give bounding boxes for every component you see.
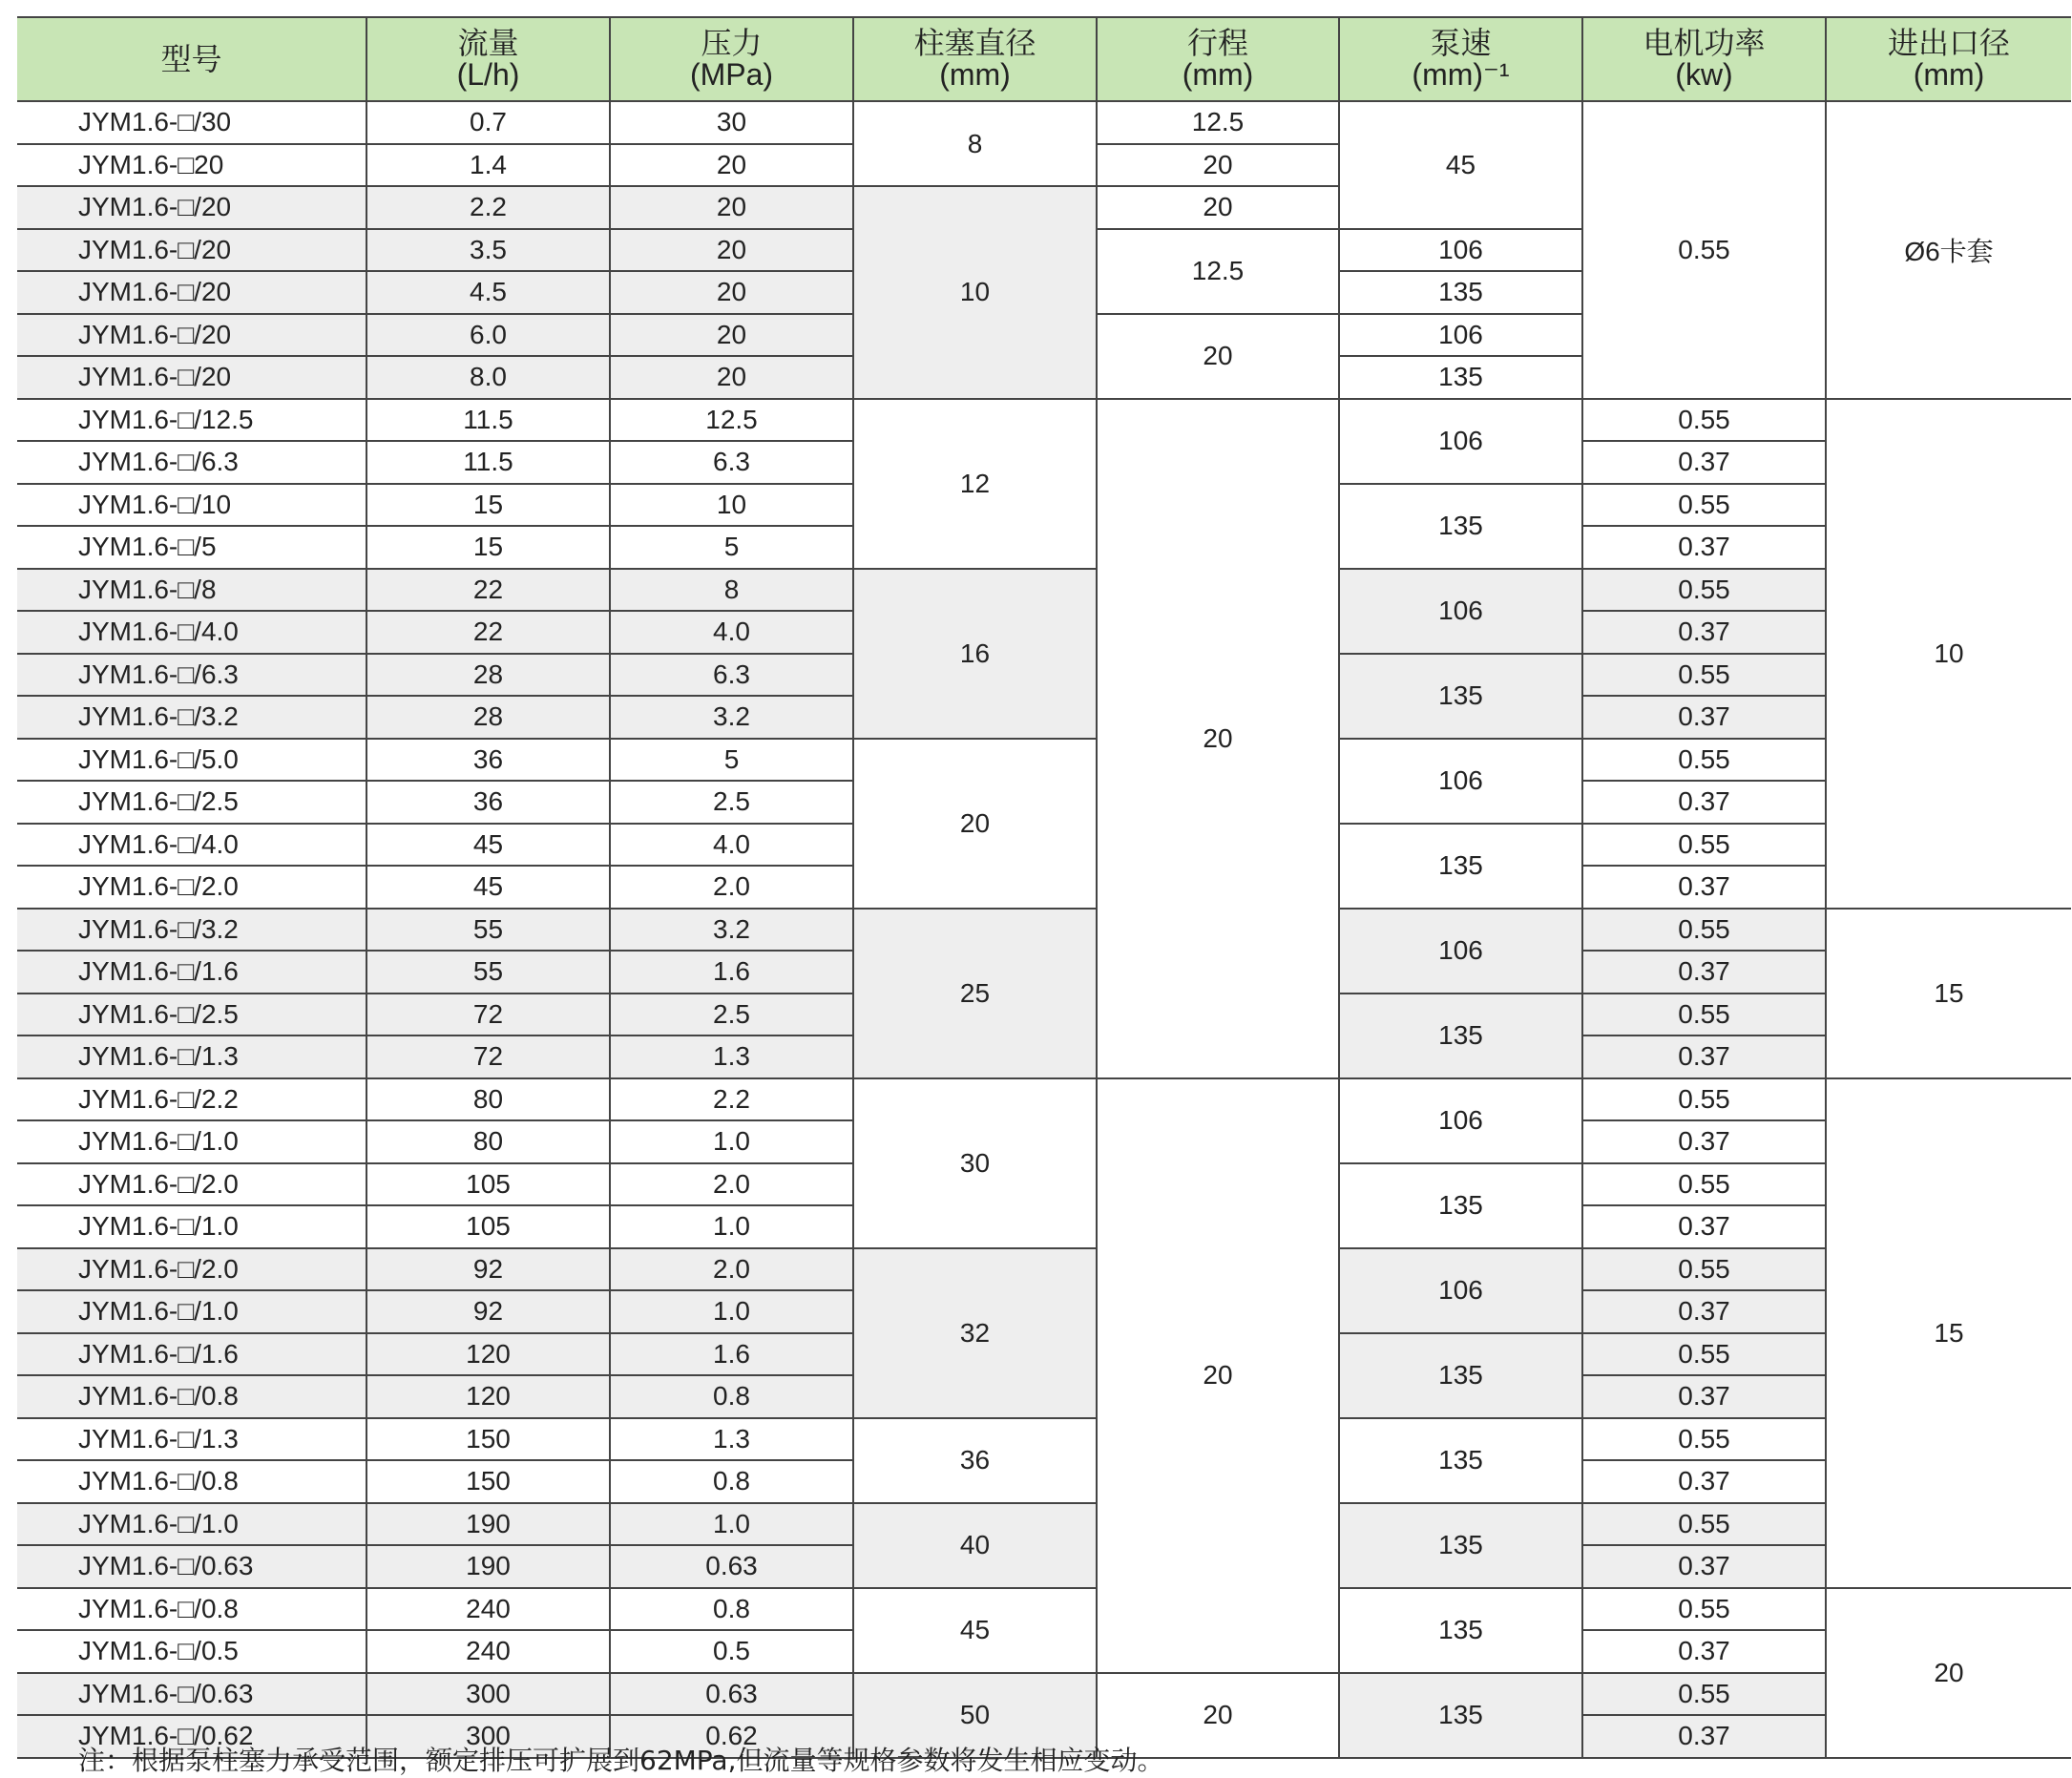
cell-plunger-diameter: 16: [853, 569, 1097, 739]
cell-flow: 22: [366, 569, 610, 612]
cell-model: JYM1.6-□/2.5: [17, 781, 366, 824]
cell-pump-speed: 135: [1339, 824, 1582, 909]
cell-model: JYM1.6-□/2.0: [17, 1248, 366, 1291]
cell-model: JYM1.6-□/1.0: [17, 1503, 366, 1546]
cell-pressure: 2.0: [610, 1248, 853, 1291]
header-stroke: 行程 (mm): [1097, 17, 1339, 101]
cell-model: JYM1.6-□/30: [17, 101, 366, 144]
cell-model: JYM1.6-□/20: [17, 356, 366, 399]
table-row: [17, 569, 2071, 612]
cell-flow: 55: [366, 951, 610, 994]
cell-motor-power: 0.37: [1582, 611, 1826, 654]
cell-flow: 240: [366, 1588, 610, 1631]
cell-motor-power: 0.37: [1582, 781, 1826, 824]
cell-model: JYM1.6-□/5: [17, 526, 366, 569]
cell-stroke: 20: [1097, 144, 1339, 187]
cell-motor-power: 0.37: [1582, 1375, 1826, 1418]
cell-stroke: 20: [1097, 1673, 1339, 1758]
cell-model: JYM1.6-□/6.3: [17, 441, 366, 484]
table-row: [17, 1418, 2071, 1461]
cell-pressure: 1.0: [610, 1205, 853, 1248]
cell-model: JYM1.6-□/2.0: [17, 1163, 366, 1206]
cell-stroke: 12.5: [1097, 229, 1339, 314]
table-header: [17, 17, 2071, 101]
cell-pump-speed: 135: [1339, 1588, 1582, 1673]
cell-motor-power: 0.37: [1582, 1205, 1826, 1248]
cell-flow: 300: [366, 1715, 610, 1758]
cell-plunger-diameter: 20: [853, 739, 1097, 909]
cell-motor-power: 0.55: [1582, 1078, 1826, 1121]
table-row: [17, 909, 2071, 952]
cell-plunger-diameter: 10: [853, 186, 1097, 399]
cell-flow: 190: [366, 1545, 610, 1588]
header-pressure: 压力 (MPa): [610, 17, 853, 101]
cell-flow: 2.2: [366, 186, 610, 229]
table-row: [17, 739, 2071, 782]
cell-pressure: 0.8: [610, 1460, 853, 1503]
cell-pump-speed: 106: [1339, 569, 1582, 654]
cell-plunger-diameter: 50: [853, 1673, 1097, 1758]
cell-flow: 3.5: [366, 229, 610, 272]
cell-motor-power: 0.37: [1582, 696, 1826, 739]
cell-model: JYM1.6-□/8: [17, 569, 366, 612]
cell-pump-speed: 135: [1339, 271, 1582, 314]
cell-motor-power: 0.55: [1582, 739, 1826, 782]
cell-plunger-diameter: 45: [853, 1588, 1097, 1673]
cell-model: JYM1.6-□/1.3: [17, 1418, 366, 1461]
cell-pressure: 2.0: [610, 866, 853, 909]
cell-stroke: 20: [1097, 314, 1339, 399]
cell-flow: 11.5: [366, 441, 610, 484]
cell-port-diameter: 15: [1826, 909, 2071, 1078]
cell-model: JYM1.6-□/6.3: [17, 654, 366, 697]
cell-pressure: 6.3: [610, 654, 853, 697]
cell-model: JYM1.6-□/2.0: [17, 866, 366, 909]
cell-pressure: 1.6: [610, 951, 853, 994]
cell-pressure: 0.63: [610, 1673, 853, 1716]
cell-model: JYM1.6-□/5.0: [17, 739, 366, 782]
cell-plunger-diameter: 32: [853, 1248, 1097, 1418]
cell-model: JYM1.6-□/20: [17, 314, 366, 357]
cell-motor-power: 0.37: [1582, 441, 1826, 484]
cell-flow: 28: [366, 654, 610, 697]
cell-plunger-diameter: 40: [853, 1503, 1097, 1588]
cell-motor-power: 0.55: [1582, 101, 1826, 399]
cell-flow: 72: [366, 1035, 610, 1078]
cell-motor-power: 0.55: [1582, 399, 1826, 442]
cell-flow: 72: [366, 994, 610, 1036]
cell-pressure: 1.6: [610, 1333, 853, 1376]
cell-pressure: 12.5: [610, 399, 853, 442]
cell-motor-power: 0.37: [1582, 1545, 1826, 1588]
cell-pressure: 4.0: [610, 611, 853, 654]
cell-flow: 22: [366, 611, 610, 654]
cell-flow: 80: [366, 1120, 610, 1163]
cell-motor-power: 0.37: [1582, 1120, 1826, 1163]
spec-table: [17, 16, 2071, 1759]
cell-flow: 45: [366, 866, 610, 909]
cell-flow: 28: [366, 696, 610, 739]
cell-motor-power: 0.55: [1582, 1673, 1826, 1716]
cell-pressure: 20: [610, 314, 853, 357]
cell-pump-speed: 135: [1339, 1673, 1582, 1758]
cell-pressure: 1.0: [610, 1290, 853, 1333]
cell-model: JYM1.6-□/2.2: [17, 1078, 366, 1121]
cell-model: JYM1.6-□/1.6: [17, 1333, 366, 1376]
cell-motor-power: 0.37: [1582, 866, 1826, 909]
cell-motor-power: 0.55: [1582, 1163, 1826, 1206]
cell-flow: 1.4: [366, 144, 610, 187]
cell-motor-power: 0.55: [1582, 1333, 1826, 1376]
cell-flow: 300: [366, 1673, 610, 1716]
cell-model: JYM1.6-□/4.0: [17, 611, 366, 654]
cell-pump-speed: 106: [1339, 1248, 1582, 1333]
cell-pump-speed: 135: [1339, 654, 1582, 739]
cell-flow: 80: [366, 1078, 610, 1121]
cell-plunger-diameter: 30: [853, 1078, 1097, 1248]
cell-plunger-diameter: 25: [853, 909, 1097, 1078]
cell-pump-speed: 135: [1339, 484, 1582, 569]
cell-motor-power: 0.55: [1582, 994, 1826, 1036]
cell-flow: 92: [366, 1248, 610, 1291]
cell-model: JYM1.6-□/20: [17, 271, 366, 314]
cell-flow: 11.5: [366, 399, 610, 442]
cell-motor-power: 0.55: [1582, 1248, 1826, 1291]
cell-pressure: 3.2: [610, 696, 853, 739]
cell-pressure: 5: [610, 526, 853, 569]
cell-pressure: 2.2: [610, 1078, 853, 1121]
cell-flow: 120: [366, 1333, 610, 1376]
table-row: [17, 1673, 2071, 1716]
cell-pressure: 20: [610, 229, 853, 272]
cell-flow: 8.0: [366, 356, 610, 399]
cell-pressure: 2.5: [610, 994, 853, 1036]
cell-motor-power: 0.37: [1582, 526, 1826, 569]
cell-pump-speed: 135: [1339, 994, 1582, 1078]
cell-pressure: 3.2: [610, 909, 853, 952]
cell-pump-speed: 106: [1339, 739, 1582, 824]
header-motor-power: 电机功率 (kw): [1582, 17, 1826, 101]
cell-flow: 105: [366, 1205, 610, 1248]
cell-pump-speed: 135: [1339, 356, 1582, 399]
cell-pressure: 1.0: [610, 1503, 853, 1546]
footnote: 注：根据泵柱塞力承受范围，额定排压可扩展到62MPa,但流量等规格参数将发生相应变动。: [78, 1745, 1164, 1776]
cell-pressure: 4.0: [610, 824, 853, 867]
cell-model: JYM1.6-□20: [17, 144, 366, 187]
cell-motor-power: 0.55: [1582, 654, 1826, 697]
cell-pressure: 1.3: [610, 1418, 853, 1461]
cell-pump-speed: 106: [1339, 399, 1582, 484]
header-flow: 流量 (L/h): [366, 17, 610, 101]
cell-pressure: 6.3: [610, 441, 853, 484]
cell-flow: 55: [366, 909, 610, 952]
cell-motor-power: 0.37: [1582, 951, 1826, 994]
cell-port-diameter: Ø6卡套: [1826, 101, 2071, 399]
table-row: [17, 399, 2071, 442]
cell-pressure: 0.62: [610, 1715, 853, 1758]
cell-flow: 240: [366, 1630, 610, 1673]
cell-pressure: 1.0: [610, 1120, 853, 1163]
header-port-diameter: 进出口径 (mm): [1826, 17, 2071, 101]
cell-model: JYM1.6-□/1.0: [17, 1120, 366, 1163]
cell-pump-speed: 135: [1339, 1333, 1582, 1418]
cell-pressure: 8: [610, 569, 853, 612]
cell-plunger-diameter: 36: [853, 1418, 1097, 1503]
cell-flow: 190: [366, 1503, 610, 1546]
cell-pressure: 1.3: [610, 1035, 853, 1078]
cell-flow: 6.0: [366, 314, 610, 357]
cell-pressure: 20: [610, 186, 853, 229]
cell-motor-power: 0.55: [1582, 484, 1826, 527]
cell-model: JYM1.6-□/0.8: [17, 1460, 366, 1503]
cell-stroke: 20: [1097, 399, 1339, 1078]
cell-pressure: 20: [610, 144, 853, 187]
cell-model: JYM1.6-□/0.63: [17, 1673, 366, 1716]
cell-model: JYM1.6-□/0.63: [17, 1545, 366, 1588]
table-row: [17, 1588, 2071, 1631]
cell-pump-speed: 135: [1339, 1418, 1582, 1503]
cell-pressure: 0.8: [610, 1375, 853, 1418]
cell-motor-power: 0.55: [1582, 824, 1826, 867]
cell-plunger-diameter: 8: [853, 101, 1097, 186]
cell-pump-speed: 106: [1339, 909, 1582, 994]
cell-pressure: 2.0: [610, 1163, 853, 1206]
cell-model: JYM1.6-□/1.6: [17, 951, 366, 994]
cell-model: JYM1.6-□/0.8: [17, 1588, 366, 1631]
cell-motor-power: 0.37: [1582, 1460, 1826, 1503]
cell-pump-speed: 106: [1339, 314, 1582, 357]
cell-flow: 150: [366, 1460, 610, 1503]
cell-motor-power: 0.55: [1582, 909, 1826, 952]
header-plunger-diameter: 柱塞直径 (mm): [853, 17, 1097, 101]
cell-pump-speed: 45: [1339, 101, 1582, 229]
table-row: [17, 1078, 2071, 1121]
cell-port-diameter: 20: [1826, 1588, 2071, 1758]
cell-model: JYM1.6-□/1.3: [17, 1035, 366, 1078]
cell-flow: 120: [366, 1375, 610, 1418]
cell-motor-power: 0.37: [1582, 1290, 1826, 1333]
cell-stroke: 12.5: [1097, 101, 1339, 144]
cell-pressure: 5: [610, 739, 853, 782]
cell-pressure: 10: [610, 484, 853, 527]
table-row: [17, 1503, 2071, 1546]
cell-flow: 45: [366, 824, 610, 867]
cell-pressure: 0.8: [610, 1588, 853, 1631]
cell-motor-power: 0.55: [1582, 1503, 1826, 1546]
cell-pressure: 20: [610, 271, 853, 314]
cell-pump-speed: 135: [1339, 1163, 1582, 1248]
cell-pressure: 0.5: [610, 1630, 853, 1673]
cell-model: JYM1.6-□/2.5: [17, 994, 366, 1036]
cell-model: JYM1.6-□/1.0: [17, 1205, 366, 1248]
cell-stroke: 20: [1097, 1078, 1339, 1673]
cell-flow: 0.7: [366, 101, 610, 144]
cell-model: JYM1.6-□/0.62: [17, 1715, 366, 1758]
cell-pressure: 30: [610, 101, 853, 144]
cell-pump-speed: 135: [1339, 1503, 1582, 1588]
table-body: [17, 101, 2071, 1758]
cell-flow: 15: [366, 526, 610, 569]
cell-port-diameter: 10: [1826, 399, 2071, 909]
cell-model: JYM1.6-□/3.2: [17, 696, 366, 739]
cell-flow: 36: [366, 781, 610, 824]
cell-motor-power: 0.37: [1582, 1035, 1826, 1078]
cell-model: JYM1.6-□/12.5: [17, 399, 366, 442]
cell-pressure: 0.63: [610, 1545, 853, 1588]
cell-motor-power: 0.37: [1582, 1715, 1826, 1758]
cell-plunger-diameter: 12: [853, 399, 1097, 569]
cell-pressure: 20: [610, 356, 853, 399]
cell-model: JYM1.6-□/0.5: [17, 1630, 366, 1673]
cell-pump-speed: 106: [1339, 229, 1582, 272]
cell-flow: 150: [366, 1418, 610, 1461]
cell-pressure: 2.5: [610, 781, 853, 824]
cell-model: JYM1.6-□/10: [17, 484, 366, 527]
cell-flow: 4.5: [366, 271, 610, 314]
cell-model: JYM1.6-□/20: [17, 186, 366, 229]
cell-pump-speed: 106: [1339, 1078, 1582, 1163]
cell-model: JYM1.6-□/20: [17, 229, 366, 272]
header-model: 型号: [17, 17, 366, 101]
cell-model: JYM1.6-□/4.0: [17, 824, 366, 867]
table-row: [17, 1248, 2071, 1291]
cell-motor-power: 0.55: [1582, 569, 1826, 612]
cell-model: JYM1.6-□/1.0: [17, 1290, 366, 1333]
cell-flow: 15: [366, 484, 610, 527]
cell-motor-power: 0.55: [1582, 1588, 1826, 1631]
cell-flow: 36: [366, 739, 610, 782]
cell-motor-power: 0.37: [1582, 1630, 1826, 1673]
table-row: [17, 101, 2071, 144]
cell-model: JYM1.6-□/3.2: [17, 909, 366, 952]
cell-motor-power: 0.55: [1582, 1418, 1826, 1461]
header-pump-speed: 泵速 (mm)⁻¹: [1339, 17, 1582, 101]
cell-port-diameter: 15: [1826, 1078, 2071, 1588]
cell-stroke: 20: [1097, 186, 1339, 229]
cell-flow: 92: [366, 1290, 610, 1333]
cell-model: JYM1.6-□/0.8: [17, 1375, 366, 1418]
cell-flow: 105: [366, 1163, 610, 1206]
